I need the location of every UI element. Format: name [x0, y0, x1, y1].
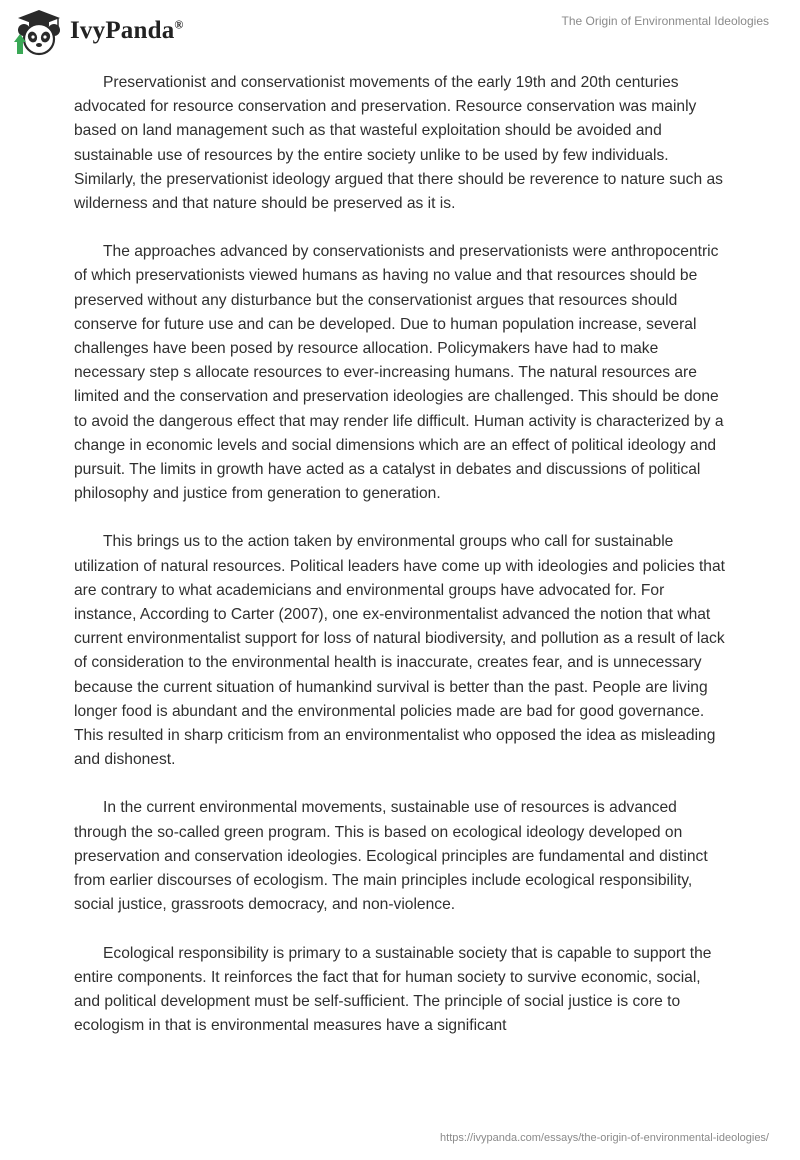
ivypanda-logo[interactable]: [14, 8, 184, 56]
paragraph: This brings us to the action taken by environmental groups who call for sustainable utilization of natural resources. Political leaders have come up with ideologies and policies that are contrary to what academicians and environmental groups have advocated for. For instance, According to Carter (2007), one ex-environmentalist advanced the notion that what current environmentalist support for loss of natural biodiversity, and pollution as a result of lack of consideration to the environmental health is inaccurate, creates fear, and is unnecessary because the current situation of humankind survival is better than the past. People are living longer food is abundant and the environmental policies made are bad for good governance. This resulted in sharp criticism from an environmentalist who opposed the idea as misleading and dishonest.: [74, 533, 725, 769]
panda-graduate-icon: [14, 8, 64, 56]
source-url[interactable]: https://ivypanda.com/essays/the-origin-of-environmental-ideologies/: [440, 1132, 769, 1144]
essay-body: [74, 71, 730, 1062]
document-title: The Origin of Environmental Ideologies: [561, 14, 769, 28]
paragraph: In the current environmental movements, sustainable use of resources is advanced through the so-called green program. This is based on ecological ideology developed on preservation and conservation ideologies. Ecological principles are fundamental and distinct from earlier discourses of ecologism. The main principles include ecological responsibility, social justice, grassroots democracy, and non-violence.: [74, 799, 708, 914]
page-header: [0, 0, 800, 64]
paragraph: Preservationist and conservationist movements of the early 19th and 20th centuries advocated for resource conservation and preservation. Resource conservation was mainly based on land management such as that wasteful exploitation should be avoided and sustainable use of resources by the entire society unlike to be used by few individuals. Similarly, the preservationist ideology argued that there should be reverence to nature such as wilderness and that nature should be preserved as it is.: [74, 74, 723, 213]
paragraph: Ecological responsibility is primary to a sustainable society that is capable to support the entire components. It reinforces the fact that for human society to survive economic, social, and political development must be self-sufficient. The principle of social justice is core to ecologism in that is environmental measures have a significant: [74, 944, 712, 1035]
paragraph: The approaches advanced by conservationists and preservationists were anthropocentric of which preservationists viewed humans as having no value and that resources should be preserved without any disturbance but the conservationist argues that resources should conserve for future use and can be developed. Due to human population increase, several challenges have been posed by resource allocation. Policymakers have had to make necessary step s allocate resources to ever-increasing humans. The natural resources are limited and the conservation and preservation ideologies are challenged. This should be done to avoid the dangerous effect that may render life difficult. Human activity is characterized by a change in economic levels and social dimensions which are an effect of political ideology and pursuit. The limits in growth have acted as a catalyst in debates and discussions of political philosophy and justice from generation to generation.: [74, 243, 724, 503]
registered-mark: ®: [174, 17, 184, 32]
brand-name: IvyPanda®: [70, 17, 184, 44]
